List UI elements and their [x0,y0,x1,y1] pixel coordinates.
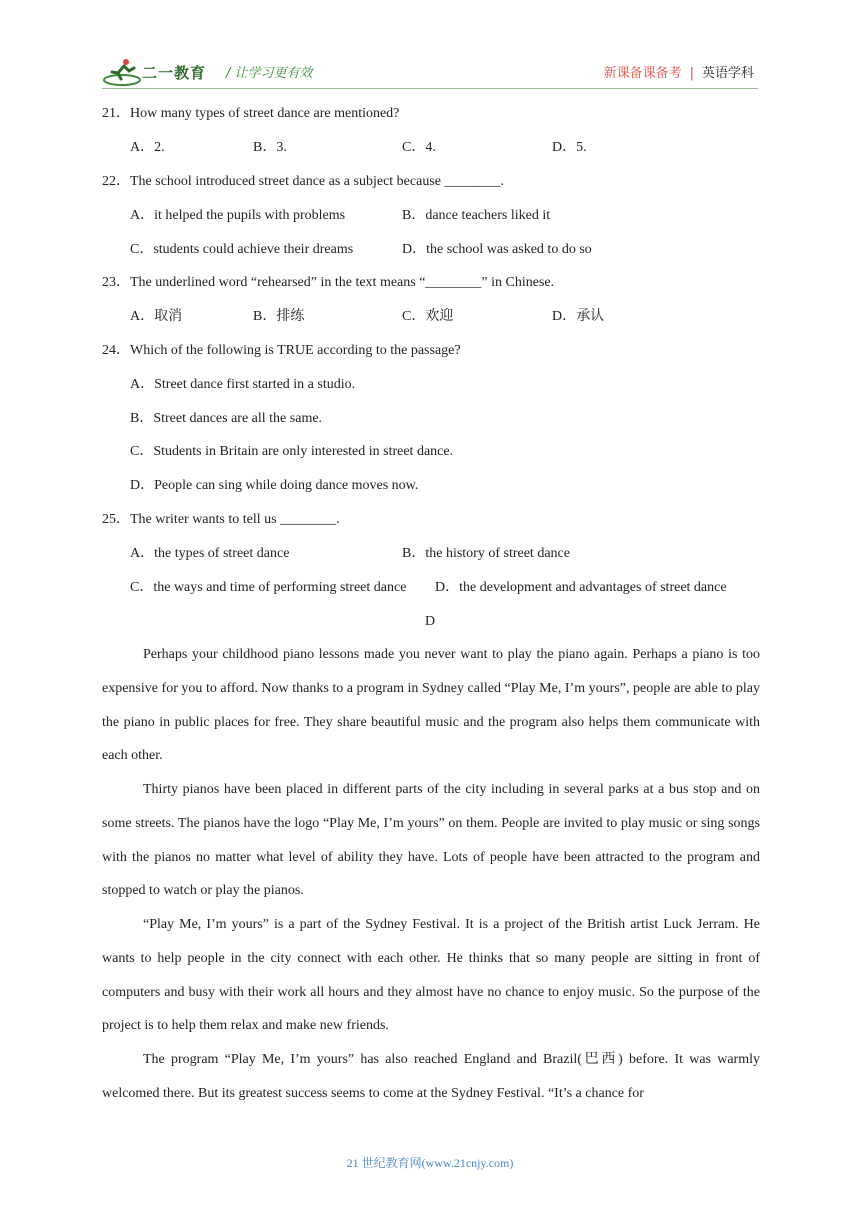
option-label: B． [253,140,277,155]
option-23-a [130,307,182,327]
option-24-d [130,476,418,496]
option-text: the school was asked to do so [426,242,592,257]
option-25-a [130,544,289,564]
passage-paragraph-2: Thirty pianos have been placed in different parts of the city including in several parks at a bus stop and on some streets. The pianos have the logo “Play Me, I’m yours” on them. People are invited to play music or sing songs with the pianos no matter what level of ability they have. Lots of people have been attracted to the program and stopped to watch or play the pianos. [102,782,760,899]
question-24 [102,341,461,361]
option-text: the development and advantages of street dance [459,580,727,595]
question-number: 24． [102,343,130,358]
option-25-d [435,578,727,598]
section-heading: D [424,614,436,629]
header-subject-label: 英语学科 [701,66,754,81]
question-text: Which of the following is TRUE according to the passage? [130,343,461,358]
option-22-d [402,240,592,260]
passage-paragraph-3: “Play Me, I’m yours” is a part of the Sydney Festival. It is a project of the British artist Luck Jerram. He wants to help people in the city connect with each other. He thinks that so many people are sitting in front of computers and busy with their work all hours and they almost have no chance to enjoy music. So the purpose of the project is to help them relax and make new friends. [102,917,760,1034]
option-text: the ways and time of performing street dance [153,580,407,595]
option-22-b [402,206,550,226]
option-23-c [402,307,453,327]
option-text: students could achieve their dreams [153,242,354,257]
option-text: 排练 [276,309,305,324]
question-number: 25． [102,512,130,527]
option-text: Street dances are all the same. [153,411,323,426]
question-text: The school introduced street dance as a subject because ________. [130,174,504,189]
option-text: it helped the pupils with problems [154,208,346,223]
question-text: The writer wants to tell us ________. [130,512,340,527]
question-text: How many types of street dance are mentioned? [130,106,400,121]
option-text: 欢迎 [425,309,454,324]
option-label: D． [130,478,155,493]
option-text: 取消 [154,309,183,324]
logo-text: 二一教育 [142,64,207,82]
option-text: 3. [276,140,287,155]
option-label: C． [402,140,426,155]
option-text: 承认 [576,309,605,324]
option-text: Students in Britain are only interested in street dance. [153,444,454,459]
header-divider [102,88,758,89]
question-22 [102,172,504,192]
question-number: 22． [102,174,130,189]
question-21 [102,104,399,124]
option-22-a [130,206,345,226]
option-label: A． [130,546,155,561]
option-22-c [130,240,353,260]
option-21-c [402,138,436,158]
option-label: C． [130,580,154,595]
option-text: 5. [576,140,587,155]
header-subject [604,62,754,81]
option-label: D． [552,140,577,155]
option-label: A． [130,208,155,223]
option-21-a [130,138,165,158]
option-label: A． [130,140,155,155]
option-text: 2. [154,140,165,155]
option-label: B． [130,411,154,426]
option-label: A． [130,309,155,324]
option-text: Street dance first started in a studio. [154,377,356,392]
option-label: B． [253,309,277,324]
option-label: D． [435,580,460,595]
option-23-d [552,307,604,327]
question-text: The underlined word “rehearsed” in the text means “________” in Chinese. [130,275,555,290]
runner-logo-icon [102,58,142,86]
option-label: A． [130,377,155,392]
option-text: dance teachers liked it [425,208,551,223]
passage-paragraph-4: The program “Play Me, I’m yours” has also reached England and Brazil(巴西) before. It was warmly welcomed there. But its greatest success seems to come at the Sydney Festival. “It’s a chance for [102,1052,760,1101]
option-text: 4. [425,140,436,155]
option-24-a [130,375,355,395]
question-25 [102,510,340,530]
option-25-c [130,578,406,598]
option-label: C． [130,444,154,459]
option-text: People can sing while doing dance moves now. [154,478,419,493]
slogan: / 让学习更有效 [226,66,313,81]
header-separator: | [689,66,694,81]
option-23-b [253,307,304,327]
option-label: C． [402,309,426,324]
option-text: the history of street dance [425,546,570,561]
option-label: B． [402,208,426,223]
option-label: D． [402,242,427,257]
header-course-label: 新课备课备考 [603,66,682,81]
question-number: 23． [102,275,130,290]
question-number: 21． [102,106,130,121]
option-25-b [402,544,570,564]
option-label: B． [402,546,426,561]
passage-paragraph-1: Perhaps your childhood piano lessons made you never want to play the piano again. Perhaps a piano is too expensive for you to afford. Now thanks to a program in Sydney called “Play Me, I’m yours”, people are able to play the piano in public places for free. They share beautiful music and the program also helps them communicate with each other. [102,647,760,764]
option-text: the types of street dance [154,546,290,561]
option-label: D． [552,309,577,324]
option-24-c [130,442,453,462]
option-21-d [552,138,587,158]
option-21-b [253,138,287,158]
option-24-b [130,409,322,429]
option-label: C． [130,242,154,257]
question-23 [102,273,554,293]
page-footer: 21 世纪教育网(www.21cnjy.com) [346,1156,514,1170]
page-header [102,56,758,88]
